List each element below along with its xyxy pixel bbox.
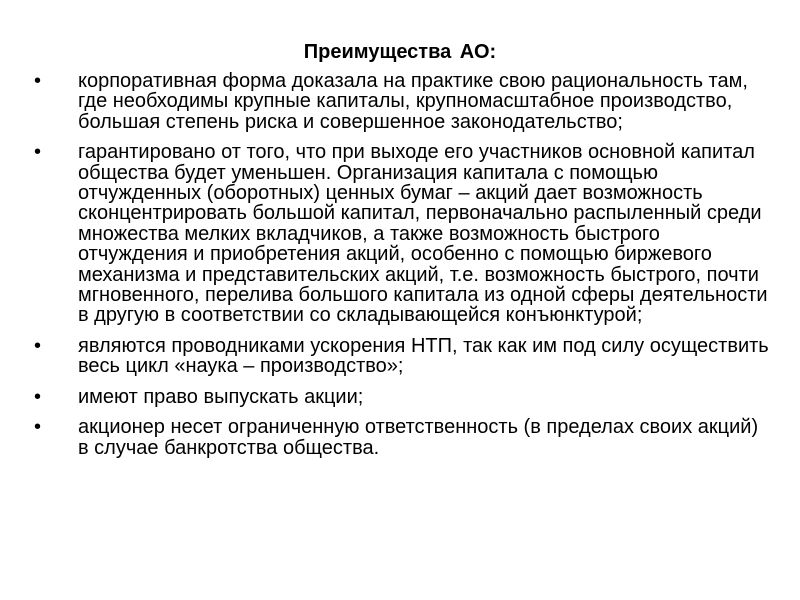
bullet-icon: • — [34, 385, 42, 408]
list-item-text: имеют право выпускать акции; — [78, 385, 364, 408]
list-item — [34, 142, 774, 326]
bullet-icon: • — [34, 141, 42, 164]
list-item — [34, 417, 774, 458]
advantages-list — [34, 71, 774, 468]
bullet-icon: • — [34, 70, 42, 92]
list-item-text: корпоративная форма доказала на практике свою рациональность там, где необходимы крупные капиталы, крупномасштабное производство, большая степень риска и совершенное законодательство; — [78, 70, 748, 133]
bullet-icon: • — [34, 334, 42, 357]
list-item — [34, 387, 774, 407]
slide-title: Преимущества АО: — [303, 41, 497, 63]
list-item — [34, 336, 774, 377]
list-item-text: акционер несет ограниченную ответственность (в пределах своих акций) в случае банкротства общества. — [78, 416, 759, 459]
bullet-icon: • — [34, 416, 42, 439]
list-item-text: являются проводниками ускорения НТП, так как им под силу осуществить весь цикл «наука – производство»; — [78, 334, 769, 378]
list-item-text: гарантировано от того, что при выходе его участников основной капитал общества будет уменьшен. Организация капитала с помощью отчужденных (оборотных) ценных бумаг – акций дает возможность сконцентрировать большой капитал, первоначально распыленный среди множества мелких вкладчиков, а также возможность быстрого отчуждения и приобретения акций, особенно с помощью биржевого механизма и представительских акций, т.е. возможность быстрого, почти мгновенного, перелива большого капитала из одной сферы деятельности в другую в соответствии со складывающейся конъюнктурой; — [78, 141, 768, 327]
list-item — [34, 71, 774, 132]
